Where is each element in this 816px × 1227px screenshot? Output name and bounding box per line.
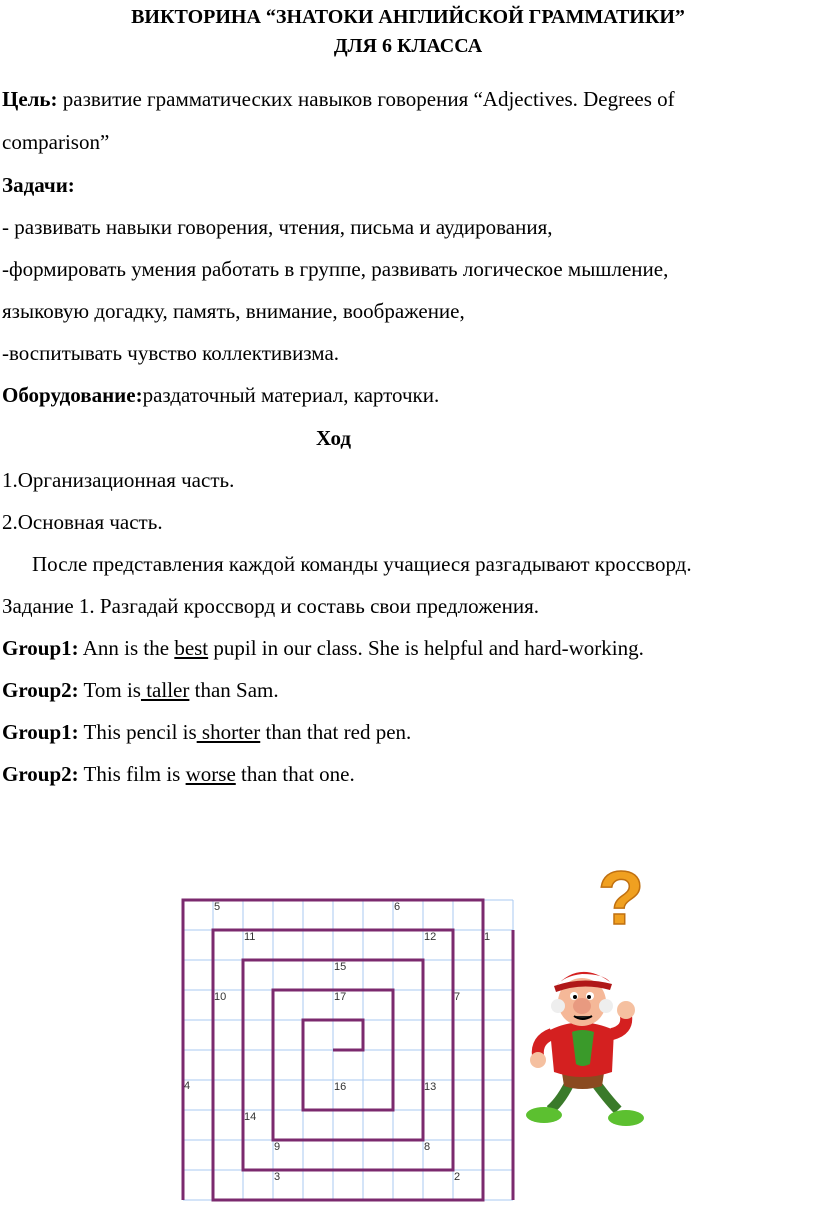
task-item-2: -формировать умения работать в группе, развивать логическое мышление, xyxy=(2,257,669,281)
step-1: 1.Организационная часть. xyxy=(2,468,235,492)
course-heading: Ход xyxy=(316,426,352,450)
equipment-label: Оборудование: xyxy=(2,383,143,407)
page-title-line2: ДЛЯ 6 КЛАССА xyxy=(333,35,483,57)
clue-number-12: 12 xyxy=(424,931,437,943)
clue-number-13: 13 xyxy=(424,1081,437,1093)
group-label: Group2: xyxy=(2,762,79,786)
clue-number-9: 9 xyxy=(274,1141,281,1153)
svg-text:?: ? xyxy=(597,860,645,932)
clue-number-15: 15 xyxy=(334,961,347,973)
gnome-illustration xyxy=(520,960,650,1135)
task-item-4: -воспитывать чувство коллективизма. xyxy=(2,341,340,365)
goal-label: Цель: xyxy=(2,87,58,111)
crossword-grid xyxy=(178,893,518,1205)
clue-number-16: 16 xyxy=(334,1081,347,1093)
answer-word: best xyxy=(174,636,209,660)
page-title-line1: ВИКТОРИНА “ЗНАТОКИ АНГЛИЙСКОЙ ГРАММАТИКИ” xyxy=(131,6,685,28)
answer-word: taller xyxy=(140,678,190,702)
tasks-label: Задачи: xyxy=(2,173,75,197)
goal-text2: comparison” xyxy=(2,130,110,154)
clue-number-4: 4 xyxy=(184,1080,191,1092)
sentence-2: Group2: Tom is taller than Sam. xyxy=(2,678,279,702)
equipment-line xyxy=(2,383,439,408)
equipment-text: раздаточный материал, карточки. xyxy=(142,383,440,407)
step-2: 2.Основная часть. xyxy=(2,510,163,534)
clue-number-10: 10 xyxy=(214,991,227,1003)
clue-number-2: 2 xyxy=(454,1171,461,1183)
task1-instruction: Задание 1. Разгадай кроссворд и составь свои предложения. xyxy=(2,594,540,618)
answer-word: worse xyxy=(185,762,236,786)
clue-number-6: 6 xyxy=(394,901,401,913)
sentence-3: Group1: This pencil is shorter than that red pen. xyxy=(2,720,412,744)
clue-number-17: 17 xyxy=(334,991,347,1003)
group-label: Group1: xyxy=(2,636,79,660)
clue-number-11: 11 xyxy=(244,931,256,943)
clue-number-8: 8 xyxy=(424,1141,431,1153)
answer-word: shorter xyxy=(196,720,261,744)
task-item-3: языковую догадку, память, внимание, воображение, xyxy=(2,299,465,323)
clue-number-1: 1 xyxy=(484,931,491,943)
goal-line1 xyxy=(2,87,675,112)
group-label: Group2: xyxy=(2,678,79,702)
clue-number-5: 5 xyxy=(214,901,221,913)
question-mark-icon xyxy=(590,860,652,932)
goal-text1: развитие грамматических навыков говорения “Adjectives. Degrees of xyxy=(57,87,675,111)
clue-number-14: 14 xyxy=(244,1111,257,1123)
clue-number-7: 7 xyxy=(454,991,461,1003)
clue-number-3: 3 xyxy=(274,1171,281,1183)
task-item-1: - развивать навыки говорения, чтения, письма и аудирования, xyxy=(2,215,553,239)
sentence-1: Group1: Ann is the best pupil in our class. She is helpful and hard-working. xyxy=(2,636,644,660)
course-paragraph: После представления каждой команды учащиеся разгадывают кроссворд. xyxy=(32,552,692,576)
sentence-4: Group2: This film is worse than that one. xyxy=(2,762,355,786)
group-label: Group1: xyxy=(2,720,79,744)
